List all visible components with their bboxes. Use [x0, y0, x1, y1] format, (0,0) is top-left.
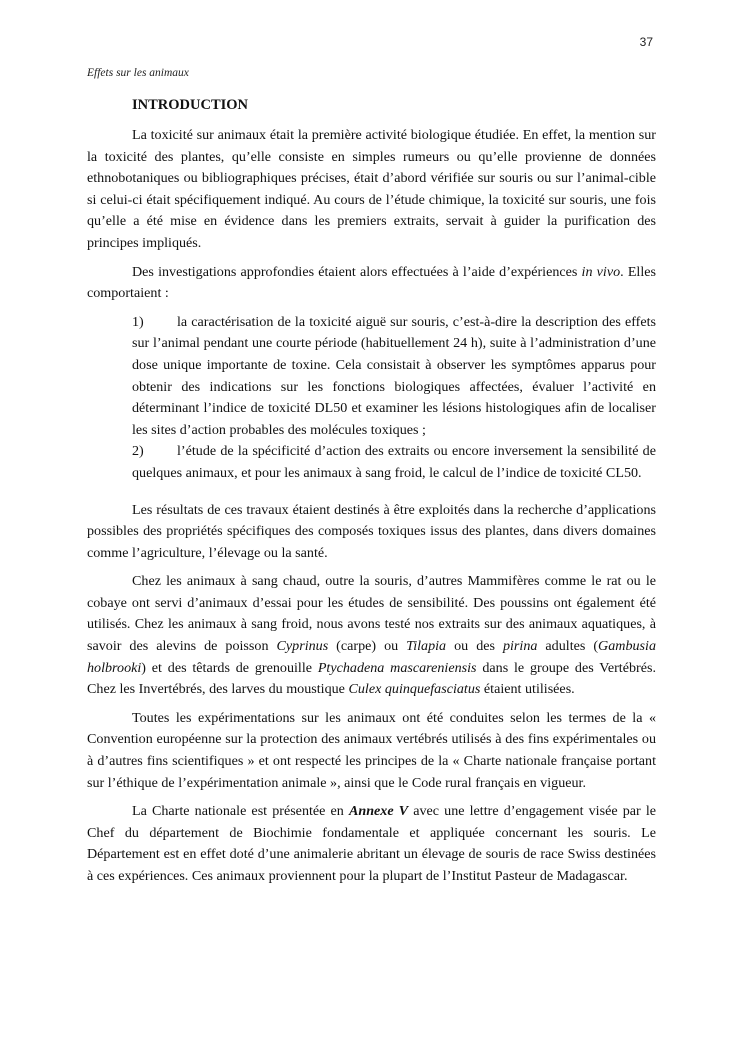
paragraph-4-text: Chez les animaux à sang chaud, outre la souris, d’autres Mammifères comme le rat ou le cobaye ont servi d’animaux d’essai pour les études de sensibilité. Des poussins ont également été utilisés. Chez les animaux à sang froid, nous avons testé nos extraits sur des animaux aquatiques, à savoir des alevins de poisson — [87, 573, 656, 655]
paragraph-4-text: étaient utilisées. — [480, 681, 575, 698]
paragraph-2-text: Des investigations approfondies étaient alors effectuées à l’aide d’expériences — [132, 263, 582, 280]
species-name: Culex quinquefasciatus — [348, 681, 481, 698]
running-header: Effets sur les animaux — [87, 67, 189, 79]
page-number: 37 — [639, 35, 653, 49]
paragraph-4-text: (carpe) ou — [328, 638, 407, 655]
species-name: Ptychadena mascareniensis — [317, 659, 477, 676]
paragraph-6-text-end: avec une lettre d’engagement visée par le Chef du département de Biochimie fondamentale et appliquée concernant les souris. Le Département est en effet doté d’une animalerie abritant un élevage de souris de race Swiss destinées à ces expériences. Ces animaux proviennent pour la plupart de l’Institut Pasteur de Madagascar. — [87, 803, 656, 884]
paragraph-1: La toxicité sur animaux était la première activité biologique étudiée. En effet, la mention sur la toxicité des plantes, qu’elle consiste en simples rumeurs ou qu’elle provienne de données ethnobotaniques ou bibliographiques précises, était d’abord vérifiée sur souris ou sur l’animal-cible si celui-ci était spécifiquement indiqué. Au cours de l’étude chimique, la toxicité sur souris, une fois qu’elle a été mise en évidence dans les premiers extraits, servait à guider la purification des principes impliqués. — [87, 127, 656, 251]
paragraph-5: Toutes les expérimentations sur les animaux ont été conduites selon les termes de la « Convention européenne sur la protection des animaux vertébrés utilisés à des fins expérimentales ou à d’autres fins scientifiques » et ont respecté les principes de la « Charte nationale française portant sur l’éthique de l’expérimentation animale », ainsi que le Code rural français en vigueur. — [87, 709, 656, 791]
paragraph-2 — [87, 262, 656, 305]
list-item — [132, 312, 656, 442]
species-name: Cyprinus — [276, 638, 329, 655]
list-item-text: l’étude de la spécificité d’action des extraits ou encore inversement la sensibilité de quelques animaux, et pour les animaux à sang froid, le calcul de l’indice de toxicité CL50. — [132, 443, 656, 481]
paragraph-6 — [87, 801, 656, 887]
spacer — [87, 485, 656, 500]
list-item-text: la caractérisation de la toxicité aiguë sur souris, c’est-à-dire la description des effets sur l’animal pendant une courte période (habituellement 24 h), suite à l’administration d’une dose unique importante de toxine. Cela consistait à observer les symptômes apparus pour obtenir des indications sur les fonctions biologiques affectées, évaluer l’activité en déterminant l’indice de toxicité DL50 et examiner les lésions histologiques afin de localiser les sites d’action probables des molécules toxiques ; — [132, 313, 656, 438]
paragraph-2-text-end: . Elles comportaient : — [87, 263, 656, 302]
paragraph-4-text: adultes ( — [537, 638, 599, 655]
annex-reference: Annexe V — [348, 803, 409, 820]
paragraph-3: Les résultats de ces travaux étaient destinés à être exploités dans la recherche d’applications possibles des propriétés spécifiques des composés toxiques issus des plantes, dans divers domaines comme l’agriculture, l’élevage ou la santé. — [87, 501, 656, 561]
list-item — [132, 441, 656, 484]
paragraph-2-italic: in vivo — [581, 263, 621, 280]
paragraph-4-text: ) et des têtards de grenouille — [141, 659, 318, 676]
list-item-number: 2) — [132, 443, 144, 460]
species-name: pirina — [502, 638, 538, 655]
species-name: Gambusia holbrooki — [87, 638, 656, 676]
body-text — [87, 125, 656, 895]
paragraph-4-text: ou des — [446, 638, 503, 655]
paragraph-4 — [87, 571, 656, 701]
species-name: Tilapia — [406, 638, 447, 655]
paragraph-6-text: La Charte nationale est présentée en — [132, 803, 349, 820]
section-heading: INTRODUCTION — [132, 97, 249, 113]
list-item-number: 1) — [132, 313, 144, 330]
numbered-list — [87, 312, 656, 485]
paragraph-4-text: dans le groupe des Vertébrés. Chez les Invertébrés, des larves du moustique — [87, 659, 656, 698]
